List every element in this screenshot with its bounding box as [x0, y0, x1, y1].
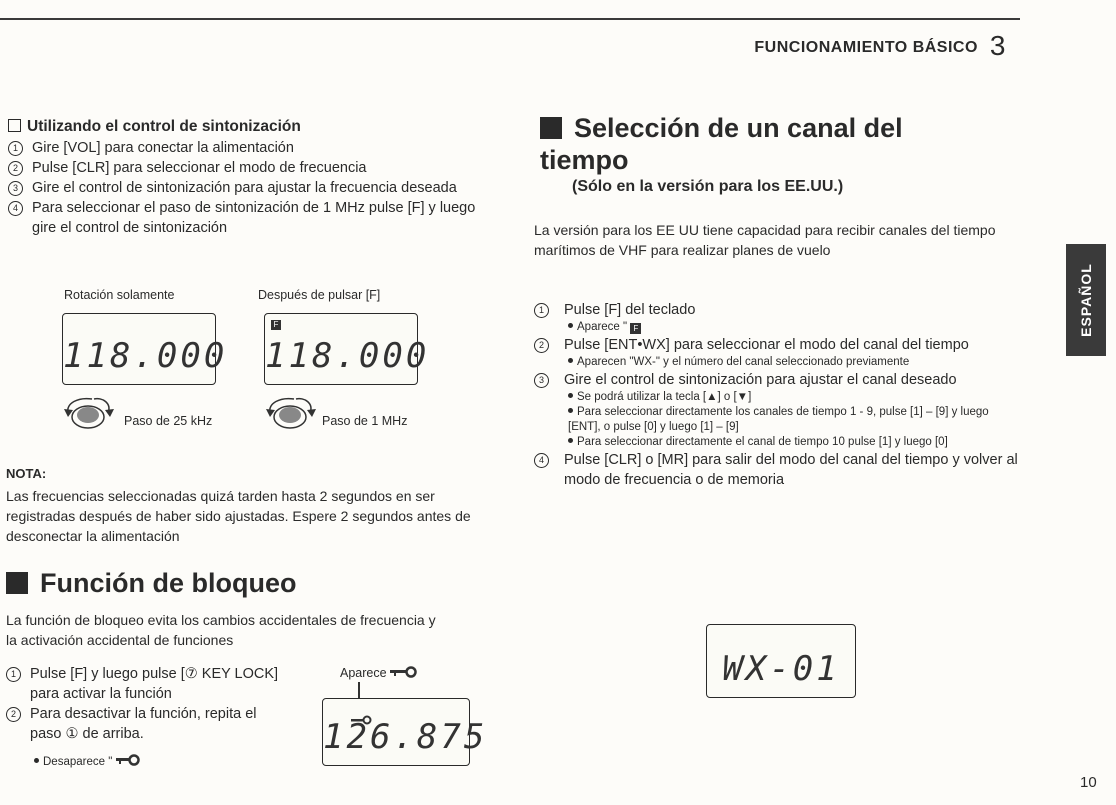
list-item: 1 Gire [VOL] para conectar la alimentación	[8, 138, 488, 158]
header-title: FUNCIONAMIENTO BÁSICO	[754, 39, 978, 56]
weather-subtitle: (Sólo en la versión para los EE.UU.)	[572, 178, 844, 195]
lcd-display-left: 118.000	[62, 313, 216, 385]
checkbox-square-icon	[8, 119, 21, 132]
appear-label: Aparece	[340, 666, 418, 680]
list-item: 2 Pulse [CLR] para seleccionar el modo de frecuencia	[8, 158, 488, 178]
f-key-icon: F	[630, 323, 641, 334]
chapter-number: 3	[989, 30, 1006, 61]
lock-title: Función de bloqueo	[6, 567, 296, 599]
page-header	[754, 30, 1006, 62]
note-text: Las frecuencias seleccionadas quizá tarden hasta 2 segundos en ser registradas después de haber sido ajustadas. Espere 2 segundos antes de desconectar la alimentación	[6, 488, 471, 544]
weather-intro: La versión para los EE UU tiene capacidad para recibir canales del tiempo marítimos de VHF para realizar planes de vuelo	[534, 222, 996, 258]
list-item: 4 Pulse [CLR] o [MR] para salir del modo del canal del tiempo y volver al modo de frecuencia o de memoria	[534, 450, 1018, 490]
page-number: 10	[1080, 774, 1097, 791]
list-item: 2 Pulse [ENT•WX] para seleccionar el modo del canal del tiempo Aparecen "WX-" y el número del canal seleccionado previamente	[534, 335, 1018, 370]
tuning-steps	[8, 138, 488, 238]
list-item: 1 Pulse [F] del teclado Aparece " F	[534, 300, 1018, 335]
lock-sub: Desaparece "	[30, 754, 140, 770]
list-item: 3 Gire el control de sintonización para ajustar la frecuencia deseada	[8, 178, 488, 198]
lock-intro: La función de bloqueo evita los cambios accidentales de frecuencia y la activación accidental de funciones	[6, 612, 436, 648]
note-label: NOTA:	[6, 466, 47, 481]
tuning-knob-icon	[64, 395, 124, 433]
tuning-heading: Utilizando el control de sintonización	[8, 118, 301, 136]
section-marker-icon	[540, 117, 562, 139]
lcd-display-weather: WX-01	[706, 624, 856, 698]
key-icon	[390, 666, 418, 678]
display-left-caption: Rotación solamente	[64, 288, 175, 302]
language-tab	[1066, 244, 1106, 356]
weather-steps	[534, 300, 1018, 490]
f-indicator-icon: F	[271, 320, 281, 330]
list-item: 2 Para desactivar la función, repita el paso ① de arriba.	[6, 704, 286, 744]
step-25khz-label: Paso de 25 kHz	[124, 414, 213, 428]
list-item: 3 Gire el control de sintonización para ajustar el canal deseado Se podrá utilizar la tecla [▲] o [▼] Para seleccionar directamente los canales de tiempo 1 - 9, pulse [1] – [9] y luego [ENT], o pulse [0] y luego [1] – [9] Para seleccionar directamente el canal de tiempo 10 pulse [1] y luego [0]	[534, 370, 1018, 450]
lcd-display-right: F 118.000	[264, 313, 418, 385]
lock-steps	[6, 664, 286, 744]
tuning-knob-icon	[266, 395, 326, 433]
step-1mhz-label: Paso de 1 MHz	[322, 414, 408, 428]
display-right-caption: Después de pulsar [F]	[258, 288, 381, 302]
list-item: 4 Para seleccionar el paso de sintonización de 1 MHz pulse [F] y luego gire el control de sintonización	[8, 198, 488, 238]
lcd-display-lock: 126.875	[322, 698, 470, 766]
section-marker-icon	[6, 572, 28, 594]
weather-title: Selección de un canal del tiempo	[540, 113, 903, 175]
language-tab-label: ESPAÑOL	[1078, 263, 1094, 337]
list-item: 1 Pulse [F] y luego pulse [⑦ KEY LOCK] para activar la función	[6, 664, 286, 704]
key-icon	[116, 754, 140, 766]
top-rule	[0, 18, 1020, 20]
